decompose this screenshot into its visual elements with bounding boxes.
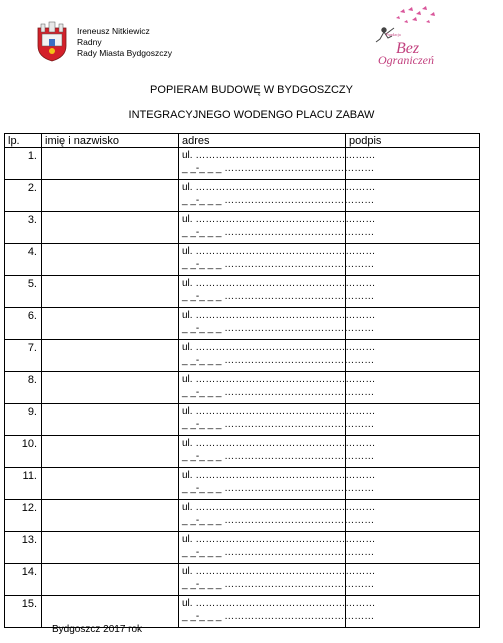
address-postal-line: _ _-_ _ _ ……………………………………… [182, 419, 375, 430]
address-cell[interactable] [179, 244, 376, 276]
name-cell[interactable] [42, 180, 179, 212]
address-street-line: ul. ……………………………………………… [182, 310, 376, 321]
table-row [5, 308, 480, 340]
row-number: 14. [5, 564, 42, 596]
column-header-name: imię i nazwisko [42, 134, 179, 148]
row-number: 1. [5, 148, 42, 180]
name-cell[interactable] [42, 276, 179, 308]
address-postal-line: _ _-_ _ _ ……………………………………… [182, 323, 375, 334]
address-cell[interactable] [179, 308, 376, 340]
councillor-council: Rady Miasta Bydgoszczy [77, 48, 172, 58]
address-cell[interactable] [179, 148, 376, 180]
row-number: 8. [5, 372, 42, 404]
address-postal-line: _ _-_ _ _ ……………………………………… [182, 227, 375, 238]
row-number: 7. [5, 340, 42, 372]
councillor-role: Radny [77, 37, 102, 47]
address-street-line: ul. ……………………………………………… [182, 598, 376, 609]
address-postal-line: _ _-_ _ _ ……………………………………… [182, 515, 375, 526]
logo-word-bez: Bez [396, 40, 420, 57]
address-cell[interactable] [179, 468, 376, 500]
column-header-address: adres [179, 134, 346, 148]
address-cell[interactable] [179, 436, 376, 468]
address-cell[interactable] [179, 372, 376, 404]
table-row [5, 212, 480, 244]
table-row [5, 436, 480, 468]
row-number: 15. [5, 596, 42, 628]
city-coat-of-arms-icon [36, 22, 68, 62]
address-street-line: ul. ……………………………………………… [182, 342, 376, 353]
address-cell[interactable] [179, 212, 376, 244]
address-cell[interactable] [179, 500, 376, 532]
footer-place-date: Bydgoszcz 2017 rok [52, 624, 143, 635]
address-postal-line: _ _-_ _ _ ……………………………………… [182, 483, 375, 494]
table-row [5, 276, 480, 308]
row-number: 3. [5, 212, 42, 244]
name-cell[interactable] [42, 212, 179, 244]
logo-word-ograniczen: Ograniczeń [378, 53, 434, 67]
address-postal-line: _ _-_ _ _ ……………………………………… [182, 451, 375, 462]
address-cell[interactable] [179, 532, 376, 564]
row-number: 9. [5, 404, 42, 436]
name-cell[interactable] [42, 564, 179, 596]
name-cell[interactable] [42, 596, 179, 628]
address-postal-line: _ _-_ _ _ ……………………………………… [182, 611, 375, 622]
name-cell[interactable] [42, 468, 179, 500]
table-header-row [5, 134, 480, 148]
address-street-line: ul. ……………………………………………… [182, 406, 376, 417]
row-number: 6. [5, 308, 42, 340]
address-cell[interactable] [179, 276, 376, 308]
petition-title-line1: POPIERAM BUDOWĘ W BYDGOSZCZY [150, 84, 353, 96]
name-cell[interactable] [42, 340, 179, 372]
address-postal-line: _ _-_ _ _ ……………………………………… [182, 259, 375, 270]
name-cell[interactable] [42, 308, 179, 340]
table-row [5, 500, 480, 532]
address-postal-line: _ _-_ _ _ ……………………………………… [182, 387, 375, 398]
address-street-line: ul. ……………………………………………… [182, 438, 376, 449]
row-number: 2. [5, 180, 42, 212]
address-street-line: ul. ……………………………………………… [182, 374, 376, 385]
councillor-name: Ireneusz Nitkiewicz [77, 26, 150, 36]
row-number: 12. [5, 500, 42, 532]
address-cell[interactable] [179, 564, 376, 596]
name-cell[interactable] [42, 404, 179, 436]
address-postal-line: _ _-_ _ _ ……………………………………… [182, 163, 375, 174]
name-cell[interactable] [42, 244, 179, 276]
name-cell[interactable] [42, 500, 179, 532]
table-row [5, 468, 480, 500]
table-row [5, 340, 480, 372]
address-cell[interactable] [179, 180, 376, 212]
table-row [5, 372, 480, 404]
address-cell[interactable] [179, 340, 376, 372]
table-row [5, 532, 480, 564]
row-number: 11. [5, 468, 42, 500]
address-street-line: ul. ……………………………………………… [182, 278, 376, 289]
address-cell[interactable] [179, 596, 376, 628]
row-number: 13. [5, 532, 42, 564]
address-street-line: ul. ……………………………………………… [182, 534, 376, 545]
address-street-line: ul. ……………………………………………… [182, 502, 376, 513]
name-cell[interactable] [42, 532, 179, 564]
address-street-line: ul. ……………………………………………… [182, 566, 376, 577]
table-row [5, 564, 480, 596]
address-postal-line: _ _-_ _ _ ……………………………………… [182, 195, 375, 206]
table-row [5, 404, 480, 436]
row-number: 4. [5, 244, 42, 276]
address-street-line: ul. ……………………………………………… [182, 182, 376, 193]
address-postal-line: _ _-_ _ _ ……………………………………… [182, 579, 375, 590]
column-header-signature: podpis [346, 134, 480, 148]
row-number: 10. [5, 436, 42, 468]
logo-tagline: Fundacja [386, 32, 401, 37]
column-header-lp: lp. [5, 134, 42, 148]
address-postal-line: _ _-_ _ _ ……………………………………… [182, 547, 375, 558]
address-cell[interactable] [179, 404, 376, 436]
row-number: 5. [5, 276, 42, 308]
name-cell[interactable] [42, 436, 179, 468]
address-postal-line: _ _-_ _ _ ……………………………………… [182, 355, 375, 366]
table-row [5, 180, 480, 212]
address-street-line: ul. ……………………………………………… [182, 470, 376, 481]
name-cell[interactable] [42, 148, 179, 180]
table-row [5, 596, 480, 628]
address-postal-line: _ _-_ _ _ ……………………………………… [182, 291, 375, 302]
councillor-header [77, 26, 172, 59]
address-street-line: ul. ……………………………………………… [182, 214, 376, 225]
table-row [5, 148, 480, 180]
foundation-logo [360, 6, 448, 68]
address-street-line: ul. ……………………………………………… [182, 150, 376, 161]
petition-title-line2: INTEGRACYJNEGO WODENGO PLACU ZABAW [128, 109, 375, 121]
signature-table [4, 133, 480, 628]
address-street-line: ul. ……………………………………………… [182, 246, 376, 257]
name-cell[interactable] [42, 372, 179, 404]
table-row [5, 244, 480, 276]
